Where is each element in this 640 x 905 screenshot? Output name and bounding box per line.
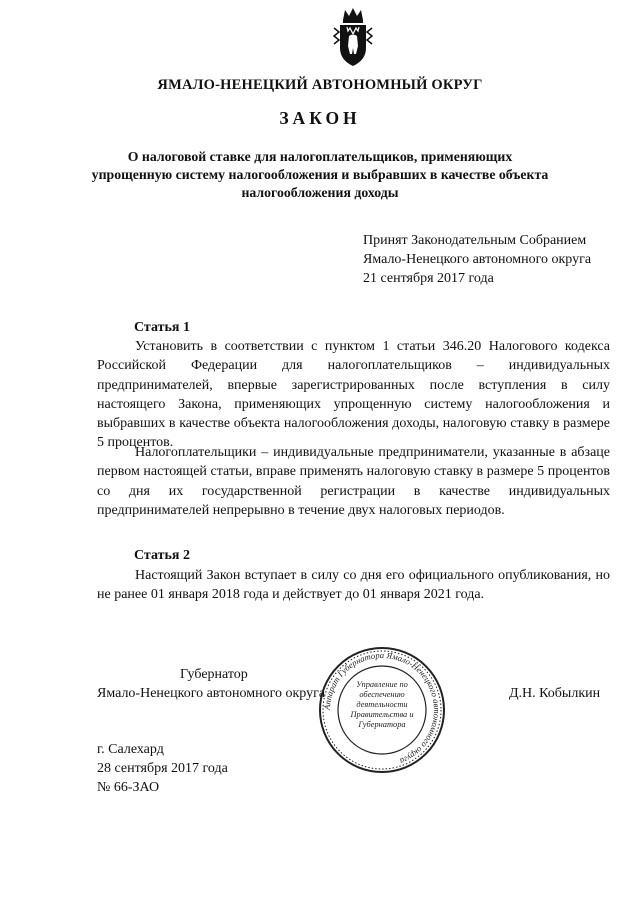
- adoption-date: 21 сентября 2017 года: [363, 271, 494, 286]
- place-and-date: [97, 740, 228, 797]
- adoption-line: Принят Законодательным Собранием: [363, 233, 587, 248]
- article-1-paragraph-2: Налогоплательщики – индивидуальные предприниматели, указанные в абзаце первом настоящей статьи, вправе применять налоговую ставку в размере 5 процентов со дня их государственной регистрации в качестве индивидуальных предпринимателей непрерывно в течение двух налоговых периодов.: [97, 445, 610, 518]
- law-number: № 66-ЗАО: [97, 780, 160, 795]
- article-1-title: Статья 1: [134, 320, 190, 335]
- article-2-title: Статья 2: [134, 548, 190, 563]
- stamp-ring-text: Аппарат Губернатора Ямало-Ненецкого автономного округа: [321, 649, 443, 767]
- city: г. Салехард: [97, 742, 164, 757]
- law-subject-title: О налоговой ставке для налогоплательщиков, применяющих упрощенную систему налогообложения и выбравших в качестве объекта налогообложения доходы: [91, 149, 549, 200]
- signatory-position: Губернатор: [180, 667, 248, 682]
- adoption-note: [363, 231, 591, 288]
- signing-date: 28 сентября 2017 года: [97, 761, 228, 776]
- region-heading: ЯМАЛО-НЕНЕЦКИЙ АВТОНОМНЫЙ ОКРУГ: [157, 77, 483, 93]
- adoption-line: Ямало-Ненецкого автономного округа: [363, 252, 592, 267]
- article-1-paragraph-1: Установить в соответствии с пунктом 1 статьи 346.20 Налогового кодекса Российской Федерации для налогоплательщиков – индивидуальных предпринимателей, впервые зарегистрированных после вступления в силу настоящего Закона, применяющих упрощенную систему налогообложения и выбравших в качестве объекта налогообложения доходы, налоговую ставку в размере 5 процентов.: [97, 339, 610, 451]
- official-stamp: [317, 645, 447, 775]
- signatory-name: Д.Н. Кобылкин: [509, 686, 601, 701]
- stamp-center-text: Управление по обеспечению деятельности Правительства и Губернатора: [350, 680, 414, 729]
- article-2-paragraph-1: Настоящий Закон вступает в силу со дня его официального опубликования, но не ранее 01 января 2018 года и действует до 01 января 2021 года.: [97, 568, 610, 603]
- document-type-heading: ЗАКОН: [279, 108, 361, 128]
- coat-of-arms-icon: [331, 6, 375, 68]
- signatory-region: Ямало-Ненецкого автономного округа: [97, 686, 326, 701]
